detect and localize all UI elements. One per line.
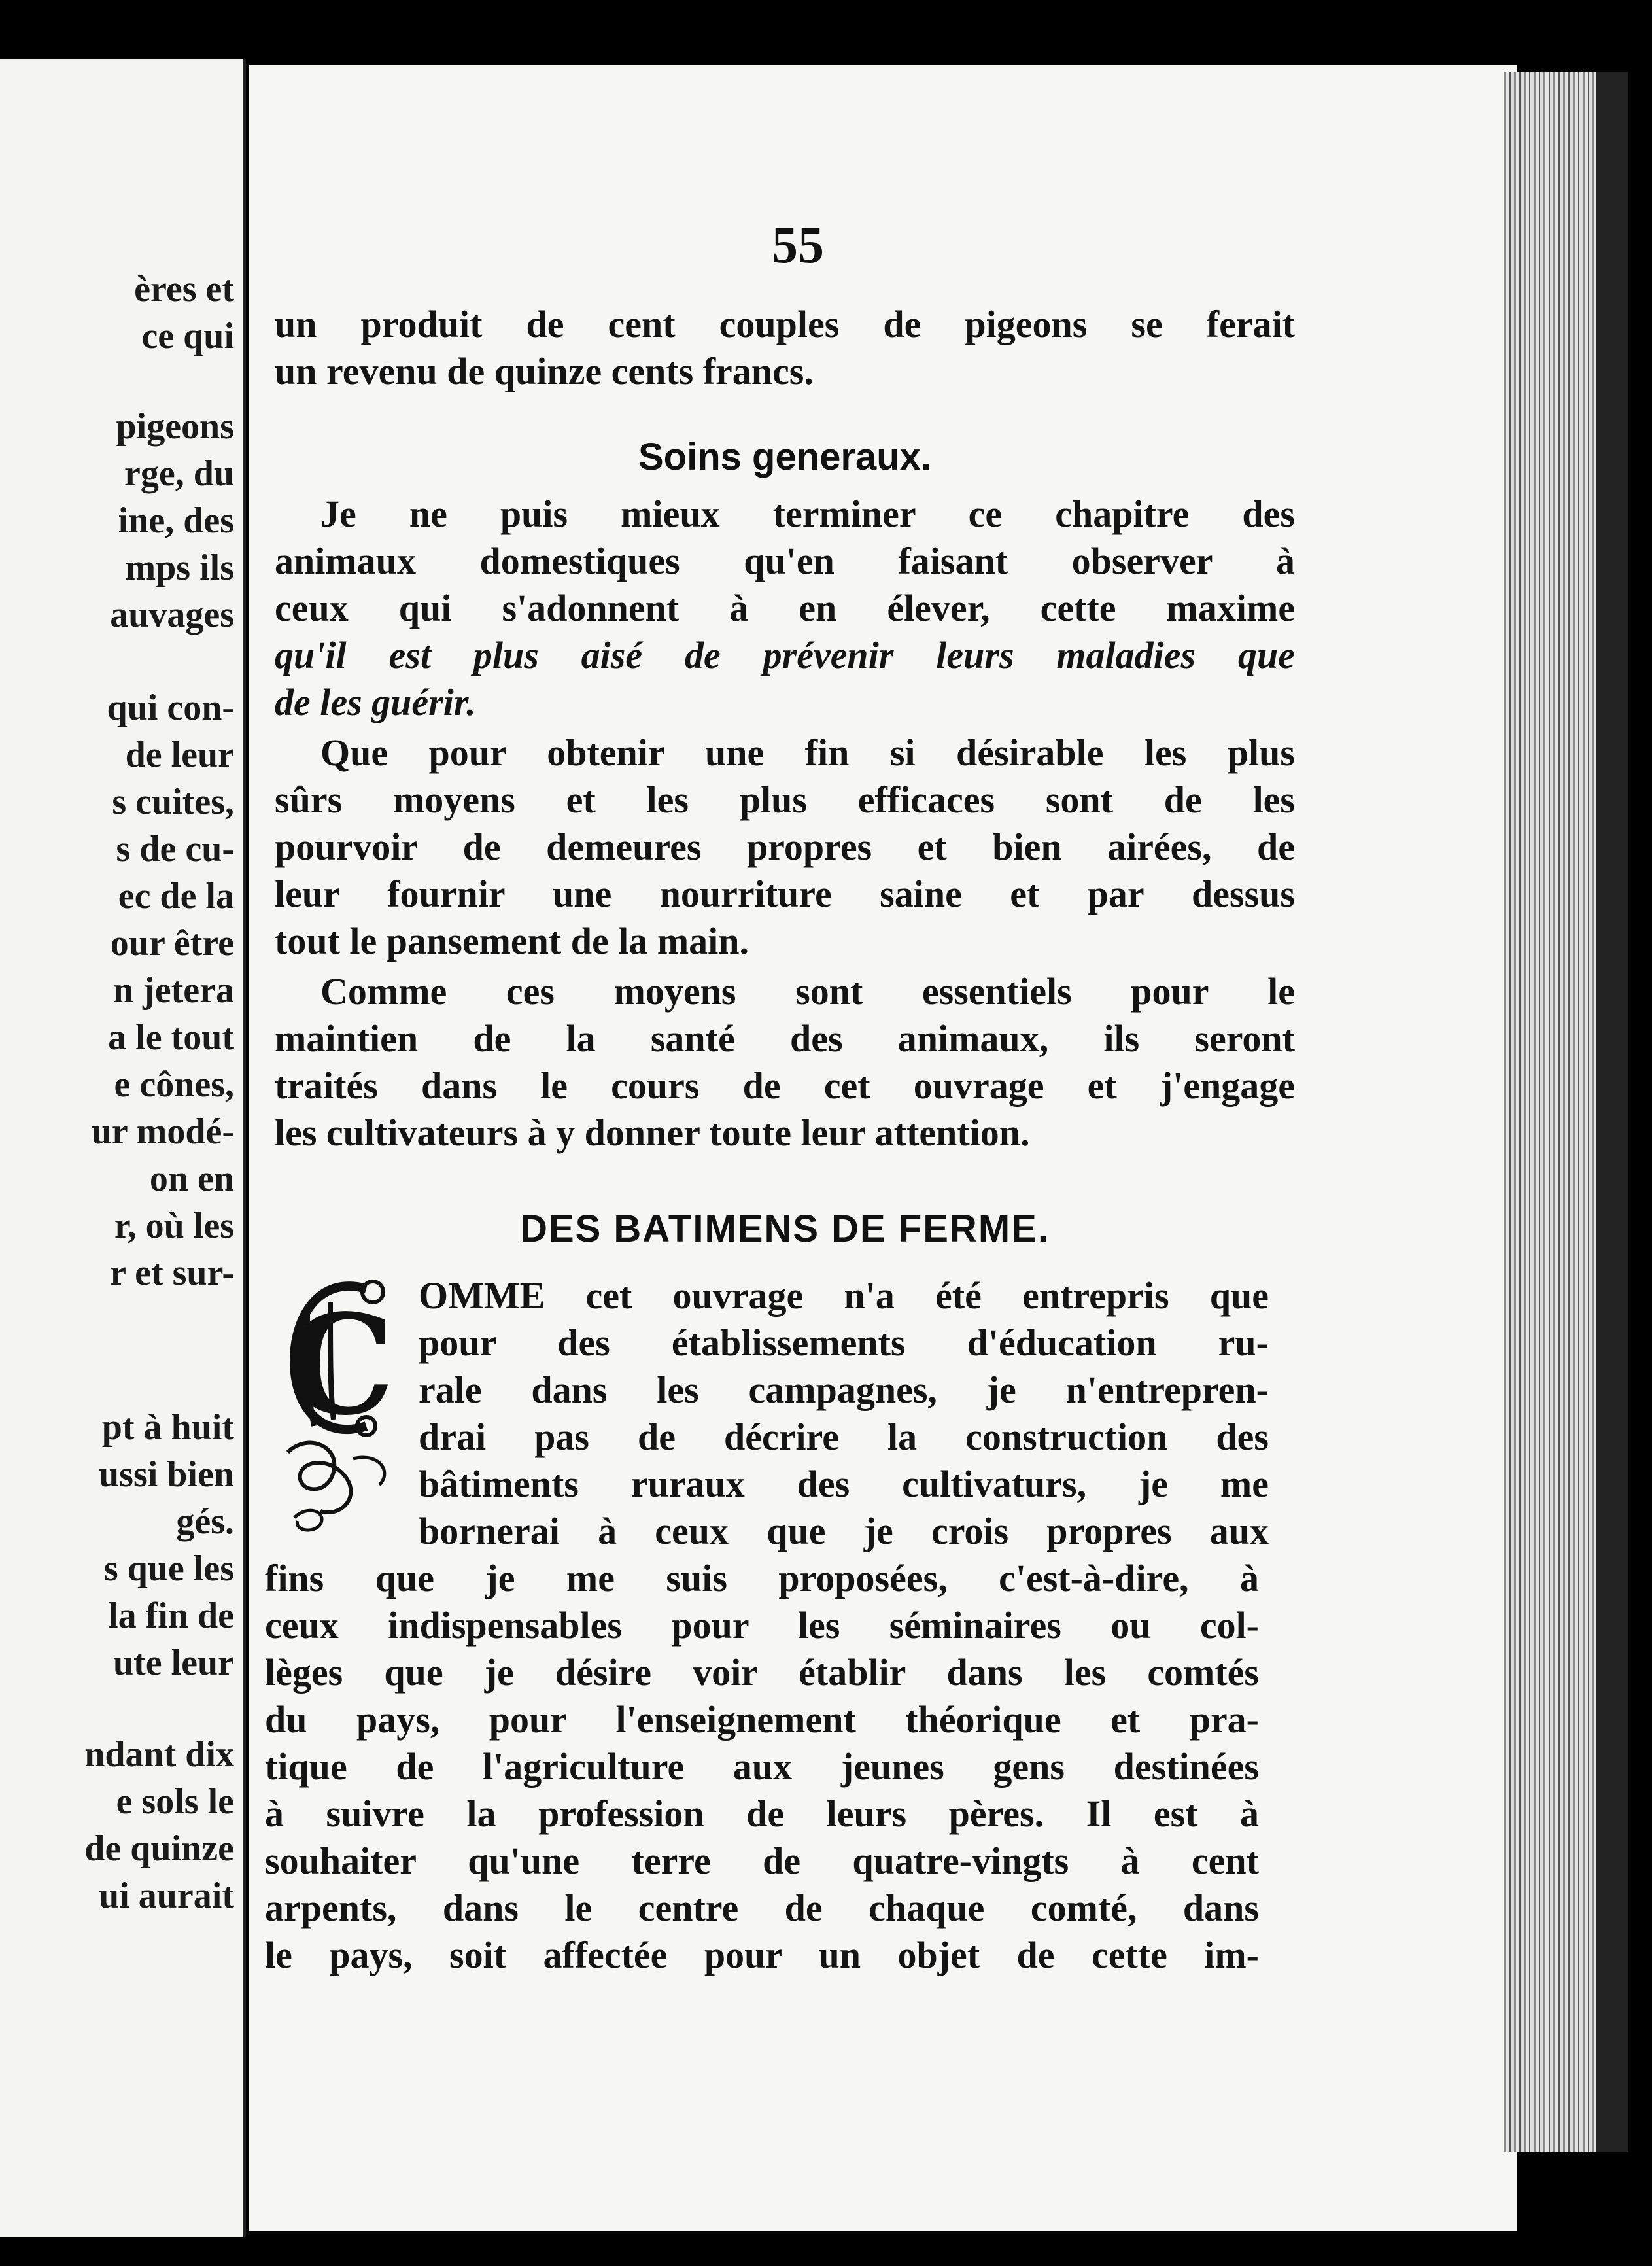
left-line: ndant dix xyxy=(84,1734,234,1775)
left-line: gés. xyxy=(176,1501,234,1542)
text-line: Comme ces moyens sont essentiels pour le xyxy=(320,970,1295,1013)
left-line: mps ils xyxy=(125,548,234,588)
left-line: a le tout xyxy=(108,1017,234,1058)
left-line: la fin de xyxy=(108,1595,234,1636)
text-line: ceux qui s'adonnent à en élever, cette maxime xyxy=(275,587,1295,629)
left-line: our être xyxy=(110,923,234,964)
left-line: qui con- xyxy=(107,688,234,728)
section-heading-soins: Soins generaux. xyxy=(638,436,932,478)
opening-paragraph xyxy=(275,301,1295,395)
dropcap-c-ornament xyxy=(268,1263,412,1537)
text-line: Je ne puis mieux terminer ce chapitre des xyxy=(320,493,1295,535)
soins-paragraph-2 xyxy=(275,729,1295,965)
left-line: pigeons xyxy=(116,406,234,447)
text-line: sûrs moyens et les plus efficaces sont de les xyxy=(275,778,1295,821)
left-line: e sols le xyxy=(116,1781,234,1822)
left-line: rge, du xyxy=(124,453,234,494)
text-line: OMME cet ouvrage n'a été entrepris que xyxy=(419,1274,1269,1317)
left-line: ur modé- xyxy=(91,1111,234,1152)
left-line: ine, des xyxy=(118,500,234,541)
text-line: le pays, soit affectée pour un objet de cette im- xyxy=(265,1934,1259,1976)
ornamental-dropcap xyxy=(268,1263,412,1537)
text-line: un revenu de quinze cents francs. xyxy=(275,350,814,392)
page-number: 55 xyxy=(772,217,824,274)
text-line: Que pour obtenir une fin si désirable les plus xyxy=(320,731,1295,774)
left-line: e cônes, xyxy=(114,1064,234,1105)
section-heading-batimens: DES BATIMENS DE FERME. xyxy=(520,1208,1050,1250)
dropcap-letter: C xyxy=(285,1284,395,1446)
text-line: à suivre la profession de leurs pères. Il est à xyxy=(265,1792,1259,1835)
text-line: leur fournir une nourriture saine et par dessus xyxy=(275,873,1295,915)
text-line: drai pas de décrire la construction des xyxy=(419,1416,1269,1458)
text-line-italic: qu'il est plus aisé de prévenir leurs maladies que xyxy=(275,634,1295,676)
batimens-full-lines xyxy=(265,1555,1259,1979)
text-line: bâtiments ruraux des cultivaturs, je me xyxy=(419,1463,1269,1505)
text-line: pourvoir de demeures propres et bien airées, de xyxy=(275,826,1295,868)
text-line: fins que je me suis proposées, c'est-à-dire, à xyxy=(265,1557,1259,1599)
soins-paragraph-3 xyxy=(275,968,1295,1157)
text-line: animaux domestiques qu'en faisant observer à xyxy=(275,540,1295,582)
left-line: ères et xyxy=(134,269,234,309)
text-line: souhaiter qu'une terre de quatre-vingts à cent xyxy=(265,1839,1259,1882)
left-line: s que les xyxy=(103,1548,234,1589)
left-line: r, où les xyxy=(114,1206,234,1246)
soins-paragraph-1 xyxy=(275,491,1295,726)
text-line: lèges que je désire voir établir dans les comtés xyxy=(265,1651,1259,1694)
left-line: r et sur- xyxy=(110,1253,234,1293)
batimens-wrapped-lines xyxy=(419,1272,1269,1555)
left-page xyxy=(0,59,246,2237)
text-line: ceux indispensables pour les séminaires ou col- xyxy=(265,1604,1259,1647)
left-line: ui aurait xyxy=(99,1875,234,1916)
text-line: traités dans le cours de cet ouvrage et j'engage xyxy=(275,1064,1295,1107)
text-line-italic: de les guérir. xyxy=(275,681,476,723)
left-line: s cuites, xyxy=(112,782,234,822)
text-line: bornerai à ceux que je crois propres aux xyxy=(419,1510,1269,1552)
left-line: de leur xyxy=(125,735,234,775)
left-line: pt à huit xyxy=(101,1407,234,1448)
left-line: n jetera xyxy=(112,970,234,1011)
text-line: du pays, pour l'enseignement théorique et pra- xyxy=(265,1698,1259,1741)
text-line: tout le pansement de la main. xyxy=(275,920,749,962)
left-line: s de cu- xyxy=(116,829,234,869)
left-line: ussi bien xyxy=(99,1454,234,1495)
left-line: ce qui xyxy=(141,316,234,357)
text-line: tique de l'agriculture aux jeunes gens destinées xyxy=(265,1745,1259,1788)
left-line: ute leur xyxy=(112,1643,234,1683)
left-line: ec de la xyxy=(118,876,234,916)
left-line: de quinze xyxy=(84,1828,234,1869)
text-line: maintien de la santé des animaux, ils seront xyxy=(275,1017,1295,1060)
left-line: on en xyxy=(149,1159,234,1199)
text-line: un produit de cent couples de pigeons se ferait xyxy=(275,303,1295,345)
book-cover-edge xyxy=(1596,72,1628,2152)
left-line: auvages xyxy=(110,595,234,635)
text-line: rale dans les campagnes, je n'entrepren- xyxy=(419,1368,1269,1411)
text-line: les cultivateurs à y donner toute leur attention. xyxy=(275,1111,1030,1154)
text-line: arpents, dans le centre de chaque comté, dans xyxy=(265,1887,1259,1929)
text-line: pour des établissements d'éducation ru- xyxy=(419,1321,1269,1364)
